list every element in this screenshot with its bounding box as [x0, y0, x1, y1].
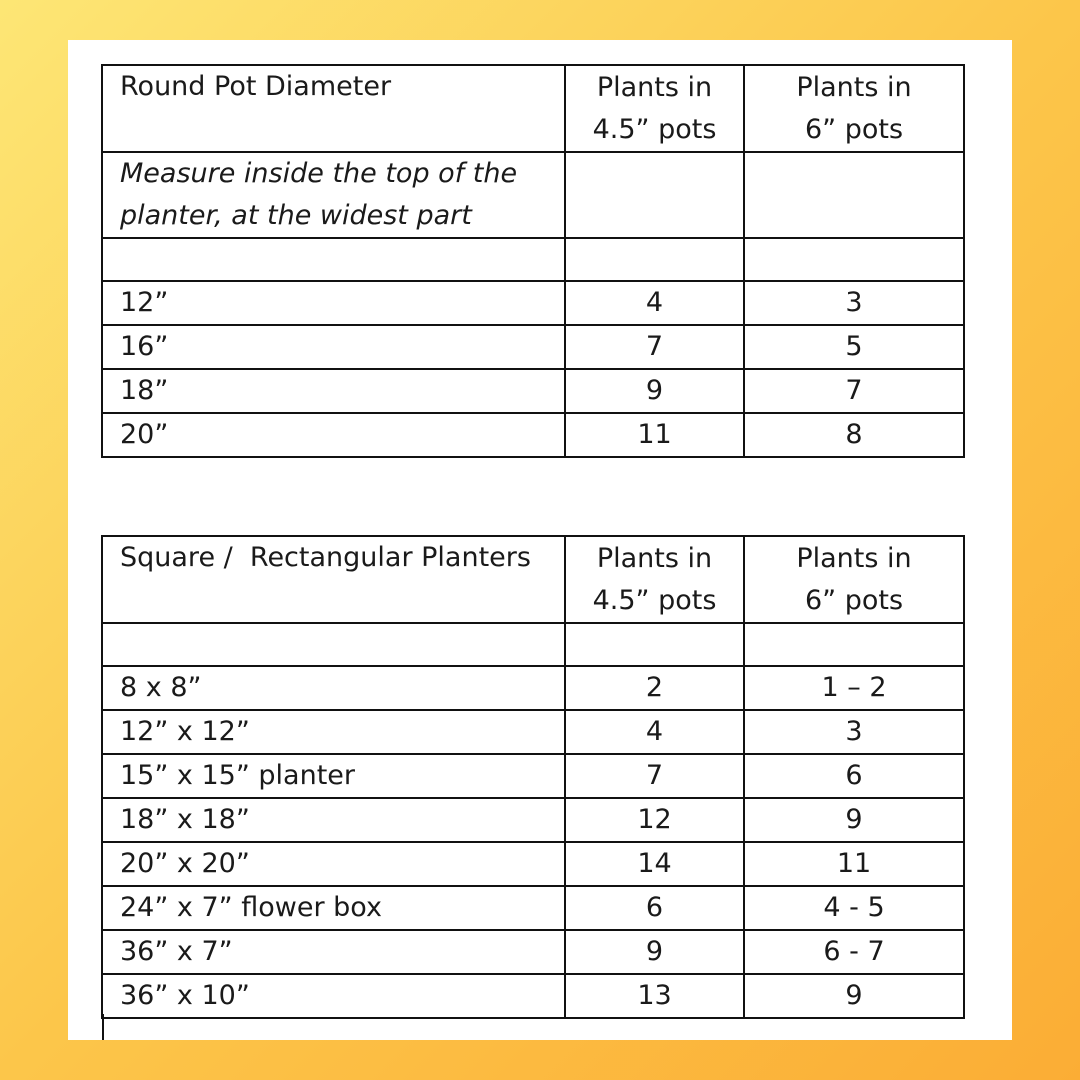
size-cell: 36” x 10” — [102, 974, 565, 1018]
empty-cell — [744, 238, 964, 281]
size-cell: 20” — [102, 413, 565, 457]
size-cell: 15” x 15” planter — [102, 754, 565, 798]
count-4-5-cell: 9 — [565, 930, 744, 974]
count-6-cell: 5 — [744, 325, 964, 369]
size-cell: 18” — [102, 369, 565, 413]
header-cell-size: Round Pot Diameter — [102, 65, 565, 152]
round-pot-table — [101, 64, 965, 458]
count-4-5-cell: 4 — [565, 710, 744, 754]
count-6-cell: 7 — [744, 369, 964, 413]
text-cursor — [102, 1014, 104, 1040]
count-6-cell: 9 — [744, 974, 964, 1018]
table-header-row — [102, 536, 964, 623]
size-cell: 16” — [102, 325, 565, 369]
table-row — [102, 666, 964, 710]
table-row — [102, 930, 964, 974]
measurement-note-row — [102, 152, 964, 238]
count-6-cell: 9 — [744, 798, 964, 842]
table-row — [102, 842, 964, 886]
header-cell-4-5-pots: Plants in 4.5” pots — [565, 536, 744, 623]
blank-row — [102, 623, 964, 666]
square-planter-table — [101, 535, 965, 1019]
count-4-5-cell: 13 — [565, 974, 744, 1018]
header-cell-size: Square / Rectangular Planters — [102, 536, 565, 623]
count-4-5-cell: 7 — [565, 754, 744, 798]
table-row — [102, 886, 964, 930]
size-cell: 18” x 18” — [102, 798, 565, 842]
size-cell: 8 x 8” — [102, 666, 565, 710]
size-cell: 20” x 20” — [102, 842, 565, 886]
table-row — [102, 325, 964, 369]
size-cell: 36” x 7” — [102, 930, 565, 974]
count-4-5-cell: 14 — [565, 842, 744, 886]
empty-cell — [565, 152, 744, 238]
header-cell-4-5-pots: Plants in 4.5” pots — [565, 65, 744, 152]
empty-cell — [744, 623, 964, 666]
count-4-5-cell: 12 — [565, 798, 744, 842]
blank-row — [102, 238, 964, 281]
empty-cell — [102, 238, 565, 281]
count-4-5-cell: 6 — [565, 886, 744, 930]
size-cell: 24” x 7” flower box — [102, 886, 565, 930]
count-4-5-cell: 4 — [565, 281, 744, 325]
count-4-5-cell: 9 — [565, 369, 744, 413]
count-4-5-cell: 7 — [565, 325, 744, 369]
header-cell-6-pots: Plants in 6” pots — [744, 536, 964, 623]
size-cell: 12” x 12” — [102, 710, 565, 754]
header-cell-6-pots: Plants in 6” pots — [744, 65, 964, 152]
count-6-cell: 11 — [744, 842, 964, 886]
document-page — [68, 40, 1012, 1040]
empty-cell — [102, 623, 565, 666]
measurement-note: Measure inside the top of the planter, at the widest part — [102, 152, 565, 238]
count-6-cell: 1 – 2 — [744, 666, 964, 710]
empty-cell — [565, 623, 744, 666]
count-6-cell: 6 - 7 — [744, 930, 964, 974]
count-6-cell: 3 — [744, 710, 964, 754]
table-header-row — [102, 65, 964, 152]
empty-cell — [744, 152, 964, 238]
empty-cell — [565, 238, 744, 281]
table-row — [102, 413, 964, 457]
count-6-cell: 3 — [744, 281, 964, 325]
table-row — [102, 974, 964, 1018]
size-cell: 12” — [102, 281, 565, 325]
count-4-5-cell: 11 — [565, 413, 744, 457]
table-row — [102, 281, 964, 325]
count-4-5-cell: 2 — [565, 666, 744, 710]
table-row — [102, 369, 964, 413]
table-row — [102, 798, 964, 842]
count-6-cell: 8 — [744, 413, 964, 457]
table-row — [102, 754, 964, 798]
count-6-cell: 4 - 5 — [744, 886, 964, 930]
count-6-cell: 6 — [744, 754, 964, 798]
table-row — [102, 710, 964, 754]
